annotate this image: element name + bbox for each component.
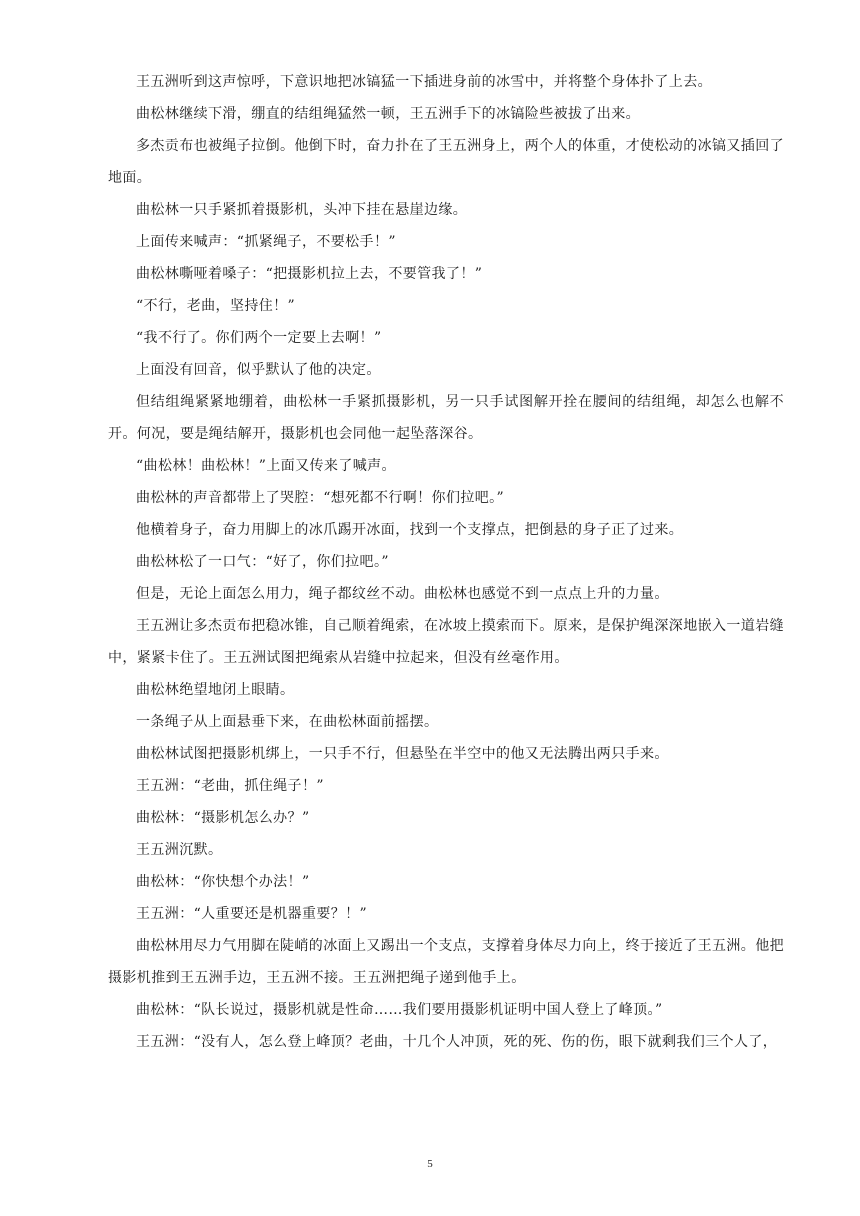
paragraph: 上面没有回音，似乎默认了他的决定。	[136, 362, 381, 378]
paragraph: 曲松林的声音都带上了哭腔：“想死都不行啊！你们拉吧。”	[136, 490, 505, 506]
paragraph: 多杰贡布也被绳子拉倒。他倒下时，奋力扑在了王五洲身上，两个人的体重，才使松动的冰镐又插回了地面。	[108, 138, 784, 186]
paragraph: 一条绳子从上面悬垂下来，在曲松林面前摇摆。	[136, 714, 439, 730]
paragraph: 曲松林：“队长说过，摄影机就是性命……我们要用摄影机证明中国人登上了峰顶。”	[136, 1002, 663, 1018]
paragraph: “不行，老曲，坚持住！”	[136, 298, 296, 314]
paragraph: 王五洲让多杰贡布把稳冰锥，自己顺着绳索，在冰坡上摸索而下。原来，是保护绳深深地嵌入一道岩缝中，紧紧卡住了。王五洲试图把绳索从岩缝中拉起来，但没有丝毫作用。	[108, 618, 784, 666]
paragraph: 曲松林松了一口气：“好了，你们拉吧。”	[136, 554, 389, 570]
paragraph: 曲松林继续下滑，绷直的结组绳猛然一顿，王五洲手下的冰镐险些被拔了出来。	[136, 106, 640, 122]
paragraph: 王五洲沉默。	[136, 842, 223, 858]
paragraph: 他横着身子，奋力用脚上的冰爪踢开冰面，找到一个支撑点，把倒悬的身子正了过来。	[136, 522, 684, 538]
paragraph: 但结组绳紧紧地绷着，曲松林一手紧抓摄影机，另一只手试图解开拴在腰间的结组绳，却怎么也解不开。何况，要是绳结解开，摄影机也会同他一起坠落深谷。	[108, 394, 784, 442]
paragraph: 曲松林一只手紧抓着摄影机，头冲下挂在悬崖边缘。	[136, 202, 468, 218]
paragraph: “曲松林！曲松林！”上面又传来了喊声。	[136, 458, 396, 474]
document-body	[108, 66, 784, 1058]
paragraph: 王五洲：“老曲，抓住绳子！”	[136, 778, 324, 794]
paragraph: 上面传来喊声：“抓紧绳子，不要松手！”	[136, 234, 396, 250]
paragraph: 曲松林嘶哑着嗓子：“把摄影机拉上去，不要管我了！”	[136, 266, 483, 282]
paragraph: 王五洲：“没有人，怎么登上峰顶？老曲，十几个人冲顶，死的死、伤的伤，眼下就剩我们三个人了，	[136, 1034, 778, 1050]
paragraph: 但是，无论上面怎么用力，绳子都纹丝不动。曲松林也感觉不到一点点上升的力量。	[136, 586, 669, 602]
paragraph: 王五洲：“人重要还是机器重要？！”	[136, 906, 368, 922]
paragraph: 曲松林：“摄影机怎么办？”	[136, 810, 310, 826]
paragraph: 曲松林：“你快想个办法！”	[136, 874, 310, 890]
paragraph: “我不行了。你们两个一定要上去啊！”	[136, 330, 382, 346]
paragraph: 王五洲听到这声惊呼，下意识地把冰镐猛一下插进身前的冰雪中，并将整个身体扑了上去。	[136, 74, 712, 90]
page-number: 5	[427, 1158, 433, 1170]
paragraph: 曲松林绝望地闭上眼睛。	[136, 682, 295, 698]
paragraph: 曲松林试图把摄影机绑上，一只手不行，但悬坠在半空中的他又无法腾出两只手来。	[136, 746, 669, 762]
paragraph: 曲松林用尽力气用脚在陡峭的冰面上又踢出一个支点，支撑着身体尽力向上，终于接近了王五洲。他把摄影机推到王五洲手边，王五洲不接。王五洲把绳子递到他手上。	[108, 938, 784, 986]
